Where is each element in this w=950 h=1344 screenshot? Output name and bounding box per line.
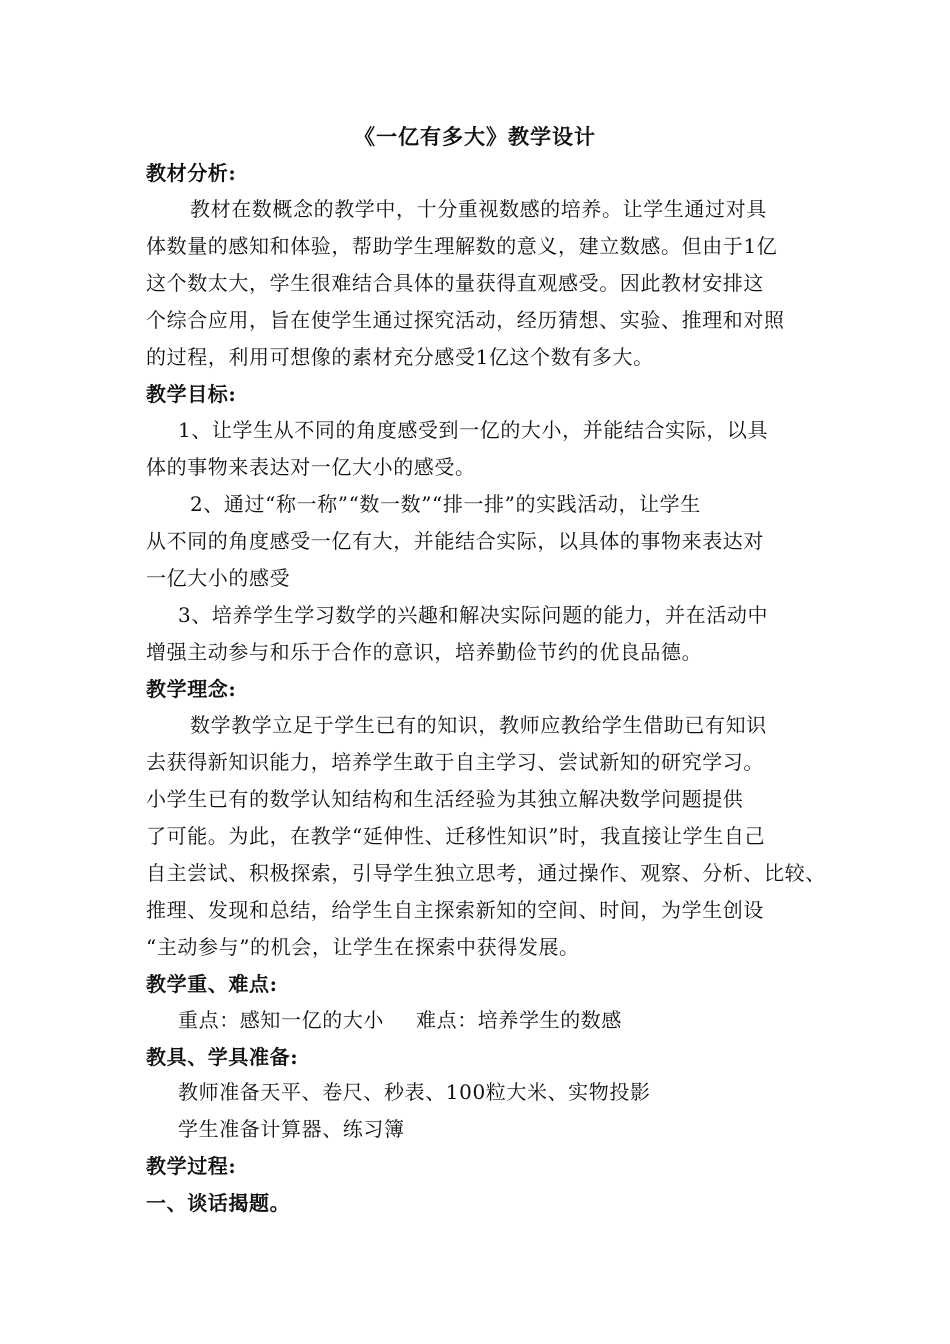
- section-heading-textbook-analysis: 教材分析:: [146, 161, 237, 185]
- document-title: 《一亿有多大》教学设计: [354, 124, 596, 149]
- key-point-text: 重点：感知一亿的大小: [178, 1008, 384, 1032]
- philosophy-line: 了可能。为此，在教学“延伸性、迁移性知识”时，我直接让学生自己: [146, 824, 766, 848]
- section-heading-key-points: 教学重、难点:: [146, 972, 278, 996]
- philosophy-line: 自主尝试、积极探索，引导学生独立思考，通过操作、观察、分析、比较、: [146, 861, 826, 885]
- student-materials-line: 学生准备计算器、练习簿: [178, 1117, 405, 1141]
- paragraph-line: 体数量的感知和体验，帮助学生理解数的意义，建立数感。但由于1亿: [146, 234, 778, 258]
- process-step-heading: 一、谈话揭题。: [146, 1191, 291, 1215]
- objective-line: 从不同的角度感受一亿有大，并能结合实际，以具体的事物来表达对: [146, 529, 764, 553]
- section-heading-process: 教学过程:: [146, 1154, 237, 1178]
- paragraph-line: 的过程，利用可想像的素材充分感受1亿这个数有多大。: [146, 345, 654, 369]
- section-heading-philosophy: 教学理念:: [146, 677, 237, 701]
- philosophy-line: 数学教学立足于学生已有的知识，教师应教给学生借助已有知识: [190, 713, 767, 737]
- paragraph-line: 这个数太大，学生很难结合具体的量获得直观感受。因此教材安排这: [146, 271, 764, 295]
- section-heading-materials: 教具、学具准备:: [146, 1045, 299, 1069]
- section-heading-objectives: 教学目标:: [146, 382, 237, 406]
- philosophy-line: 推理、发现和总结，给学生自主探索新知的空间、时间，为学生创设: [146, 898, 764, 922]
- philosophy-line: 小学生已有的数学认知结构和生活经验为其独立解决数学问题提供: [146, 787, 744, 811]
- objective-line: 增强主动参与和乐于合作的意识，培养勤俭节约的优良品德。: [146, 640, 703, 664]
- objective-line: 2、通过“称一称”“数一数”“排一排”的实践活动，让学生: [190, 492, 701, 516]
- philosophy-line: “主动参与”的机会，让学生在探索中获得发展。: [146, 935, 580, 959]
- paragraph-line: 个综合应用，旨在使学生通过探究活动，经历猜想、实验、推理和对照: [146, 308, 785, 332]
- paragraph-line: 教材在数概念的教学中，十分重视数感的培养。让学生通过对具: [190, 197, 767, 221]
- difficulty-point-text: 难点：培养学生的数感: [416, 1008, 622, 1032]
- objective-line: 体的事物来表达对一亿大小的感受。: [146, 455, 476, 479]
- objective-line: 一亿大小的感受: [146, 566, 291, 590]
- teacher-materials-line: 教师准备天平、卷尺、秒表、100粒大米、实物投影: [178, 1080, 651, 1104]
- key-points-line: [178, 1005, 622, 1035]
- objective-line: 1、让学生从不同的角度感受到一亿的大小，并能结合实际，以具: [178, 418, 769, 442]
- objective-line: 3、培养学生学习数学的兴趣和解决实际问题的能力，并在活动中: [178, 603, 769, 627]
- philosophy-line: 去获得新知识能力，培养学生敢于自主学习、尝试新知的研究学习。: [146, 750, 764, 774]
